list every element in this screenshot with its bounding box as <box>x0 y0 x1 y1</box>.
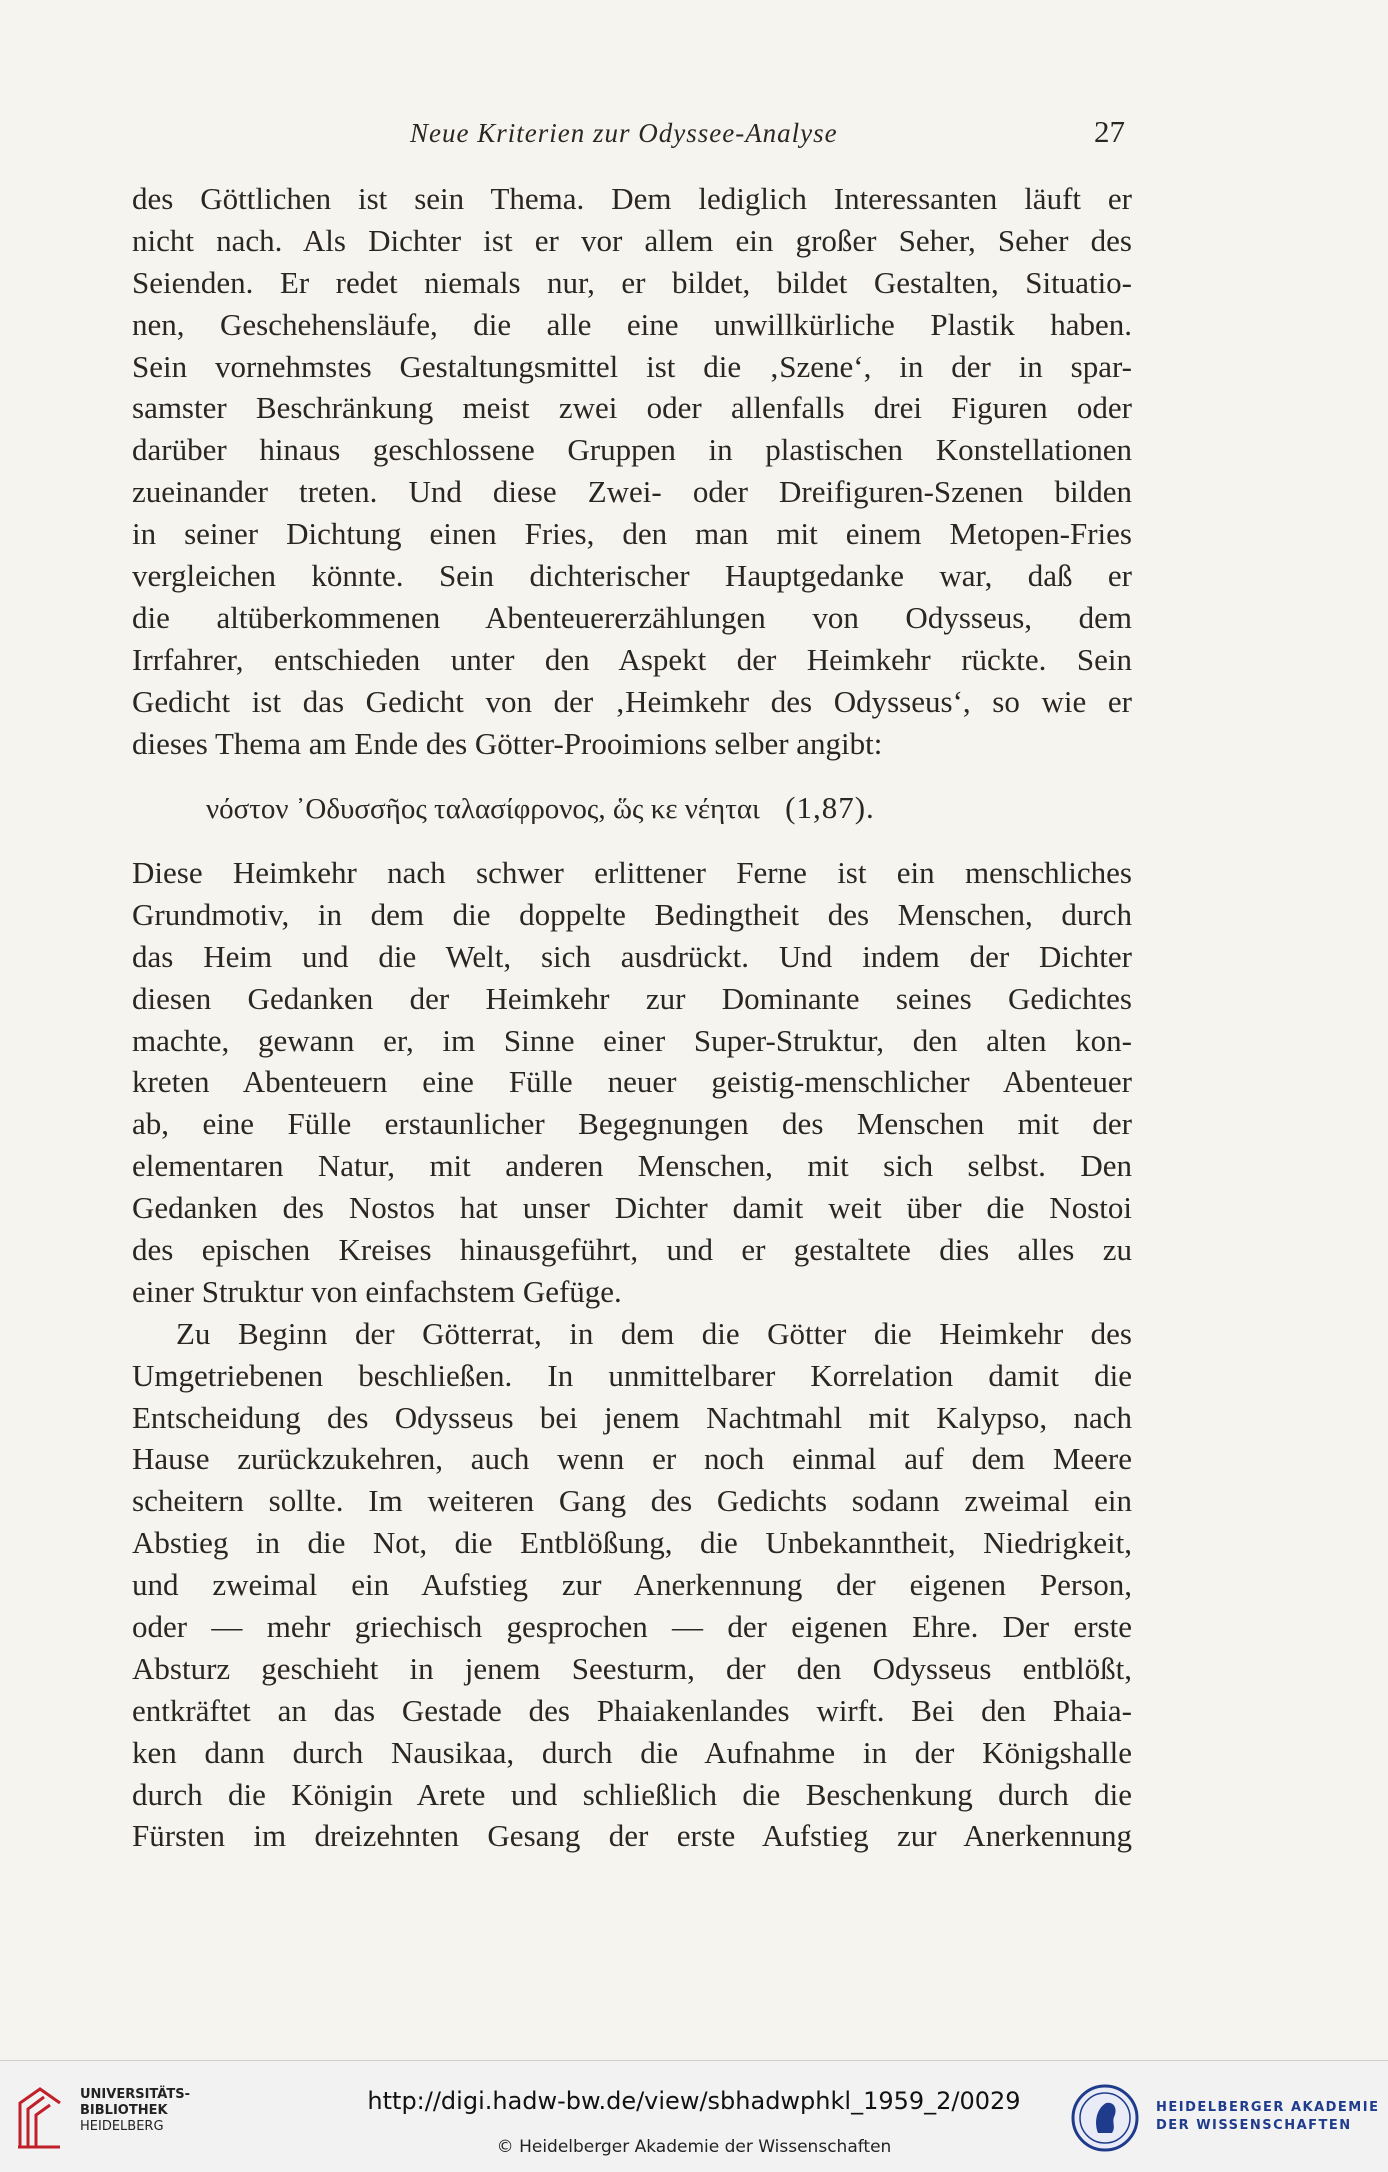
text-line: oder — mehr griechisch gesprochen — der eigenen Ehre. Der erste <box>132 1609 1132 1645</box>
hadw-line-2: DER WISSENSCHAFTEN <box>1156 2118 1352 2133</box>
text-line: Gedicht ist das Gedicht von der ‚Heimkehr des Odysseus‘, so wie er <box>132 683 1132 719</box>
permalink-url[interactable]: http://digi.hadw-bw.de/view/sbhadwphkl_1959_2/0029 <box>367 2087 1021 2115</box>
text-line: nen, Geschehensläufe, die alle eine unwillkürliche Plastik haben. <box>132 306 1132 342</box>
greek-quotation <box>206 790 875 826</box>
hadw-wordmark <box>1156 2099 1379 2135</box>
text-line: Grundmotiv, in dem die doppelte Bedingtheit des Menschen, durch <box>132 896 1132 932</box>
text-line: Umgetriebenen beschließen. In unmittelbarer Korrelation damit die <box>132 1357 1132 1393</box>
text-line: zueinander treten. Und diese Zwei- oder Dreifiguren-Szenen bilden <box>132 474 1132 510</box>
hadw-line-1: HEIDELBERGER AKADEMIE <box>1156 2100 1380 2115</box>
text-line: ken dann durch Nausikaa, durch die Aufnahme in der Königshalle <box>132 1734 1132 1770</box>
paragraph-2-and-3 <box>132 852 1132 1857</box>
running-title: Neue Kriterien zur Odyssee-Analyse <box>410 118 838 148</box>
page-number: 27 <box>1094 114 1125 149</box>
ub-line-1: UNIVERSITÄTS- <box>80 2087 190 2102</box>
ub-line-2: BIBLIOTHEK <box>80 2103 168 2118</box>
text-line: in seiner Dichtung einen Fries, den man mit einem Metopen-Fries <box>132 516 1132 552</box>
text-line: Sein vornehmstes Gestaltungsmittel ist die ‚Szene‘, in der in spar- <box>132 348 1132 384</box>
text-line: vergleichen könnte. Sein dichterischer Hauptgedanke war, daß er <box>132 558 1132 594</box>
text-line: samster Beschränkung meist zwei oder allenfalls drei Figuren oder <box>132 390 1132 426</box>
paragraph-1 <box>132 178 1132 764</box>
text-line: des epischen Kreises hinausgeführt, und er gestaltete dies alles zu <box>132 1232 1132 1268</box>
text-line: diesen Gedanken der Heimkehr zur Dominante seines Gedichtes <box>132 980 1132 1016</box>
text-line: Fürsten im dreizehnten Gesang der erste Aufstieg zur Anerkennung <box>132 1818 1132 1854</box>
text-line: und zweimal ein Aufstieg zur Anerkennung der eigenen Person, <box>132 1567 1132 1603</box>
text-line: dieses Thema am Ende des Götter-Prooimions selber angibt: <box>132 725 883 761</box>
text-line: nicht nach. Als Dichter ist er vor allem ein großer Seher, Seher des <box>132 222 1132 258</box>
text-line: Hause zurückzukehren, auch wenn er noch einmal auf dem Meere <box>132 1441 1132 1477</box>
greek-verse: νόστον ᾿Οδυσσῆος ταλασίφρονος, ὥς κε νέηται <box>206 793 760 825</box>
text-line: Zu Beginn der Götterrat, in dem die Götter die Heimkehr des <box>176 1315 1132 1351</box>
text-line: Gedanken des Nostos hat unser Dichter damit weit über die Nostoi <box>132 1190 1132 1226</box>
text-line: durch die Königin Arete und schließlich die Beschenkung durch die <box>132 1776 1132 1812</box>
text-line: Absturz geschieht in jenem Seesturm, der den Odysseus entblößt, <box>132 1650 1132 1686</box>
text-line: einer Struktur von einfachstem Gefüge. <box>132 1273 622 1309</box>
text-line: ab, eine Fülle erstaunlicher Begegnungen des Menschen mit der <box>132 1106 1132 1142</box>
text-line: entkräftet an das Gestade des Phaiakenlandes wirft. Bei den Phaia- <box>132 1692 1132 1728</box>
text-line: scheitern sollte. Im weiteren Gang des Gedichts sodann zweimal ein <box>132 1483 1132 1519</box>
viewer-footer <box>0 2060 1388 2172</box>
verse-citation: (1,87). <box>785 790 875 825</box>
text-line: die altüberkommenen Abenteuererzählungen von Odysseus, dem <box>132 599 1132 635</box>
hadw-seal-icon[interactable] <box>1070 2083 1140 2153</box>
text-line: darüber hinaus geschlossene Gruppen in plastischen Konstellationen <box>132 432 1132 468</box>
text-line: das Heim und die Welt, sich ausdrückt. Und indem der Dichter <box>132 938 1132 974</box>
text-line: Seienden. Er redet niemals nur, er bildet, bildet Gestalten, Situatio- <box>132 264 1132 300</box>
text-line: machte, gewann er, im Sinne einer Super-Struktur, den alten kon- <box>132 1022 1132 1058</box>
text-line: Abstieg in die Not, die Entblößung, die Unbekanntheit, Niedrigkeit, <box>132 1525 1132 1561</box>
ub-line-3: HEIDELBERG <box>80 2119 164 2134</box>
text-line: Diese Heimkehr nach schwer erlittener Ferne ist ein menschliches <box>132 855 1132 890</box>
text-line: Entscheidung des Odysseus bei jenem Nachtmahl mit Kalypso, nach <box>132 1399 1132 1435</box>
copyright-notice: © Heidelberger Akademie der Wissenschaften <box>496 2137 892 2157</box>
text-line: Irrfahrer, entschieden unter den Aspekt der Heimkehr rückte. Sein <box>132 641 1132 677</box>
text-line: kreten Abenteuern eine Fülle neuer geistig-menschlicher Abenteuer <box>132 1064 1132 1100</box>
text-line: elementaren Natur, mit anderen Menschen, mit sich selbst. Den <box>132 1148 1132 1184</box>
running-head <box>0 114 1388 158</box>
text-line: des Göttlichen ist sein Thema. Dem lediglich Interessanten läuft er <box>132 181 1132 216</box>
